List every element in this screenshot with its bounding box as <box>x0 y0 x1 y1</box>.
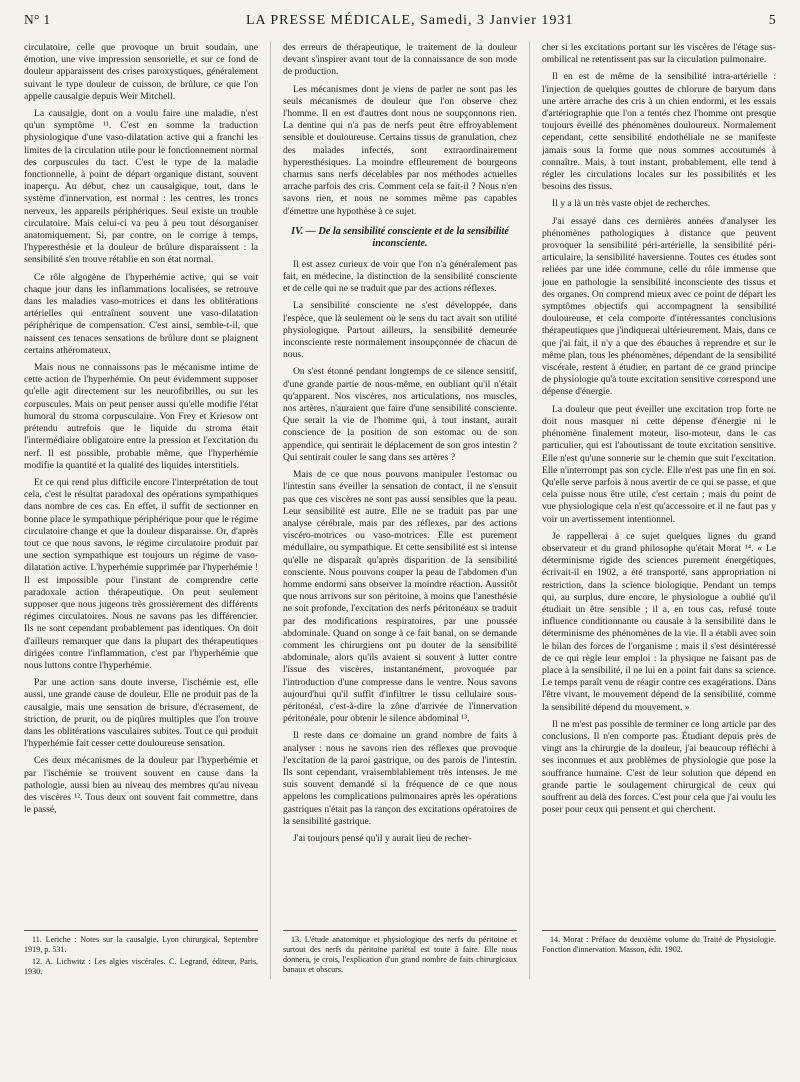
footnote: 12. A. Lichwitz : Les algies viscérales. C. Legrand, éditeur, Paris, 1930. <box>24 957 259 976</box>
page-header <box>24 12 776 30</box>
journal-title: LA PRESSE MÉDICALE, Samedi, 3 Janvier 1931 <box>245 13 574 28</box>
section-heading: IV. — De la sensibilité consciente et de la sensibilité inconsciente. <box>291 225 509 250</box>
paragraph: Il en est de même de la sensibilité intra-artérielle : l'injection de quelques gouttes de chlorure de baryum dans une artère arrache des cris à un chien endormi, et les essais d'artériographie que l'on a tentés chez l'homme ont presque toujours éveillé des phénomènes douloureux. Normalement cependant, cette sensibilité endothéliale ne se manifeste jamais sous la forme que nous sommes accoutumés à connaître. Mais, à tout instant, probablement, elle tend à régler les circulations locales sur les possibilités et les besoins des tissus. <box>541 71 776 193</box>
issue-number: N° 1 <box>24 12 51 27</box>
paragraph: Je rappellerai à ce sujet quelques lignes du grand observateur et du grand philosophe qu'était Morat ¹⁴. « Le déterminisme rigide des sciences purement énergétiques, écrivait-il en 1902, a été transporté, sans appropriation ni restriction, dans la science biologique. Pendant un temps qui, au surplus, dure encore, le physiologue a oublié qu'il étudiait un être sensible ; il a, en tous cas, refusé toute influence conditionnante ou causale à la sensibilité dans le déterminisme des phénomènes de la vie. Il a établi avec soin le bilan des forces de l'organisme ; mais il s'est désintéressé de ce qui règle leur emploi : la physique ne faisant pas de place à la sensibilité, il ne lui en a point fait dans sa science. Le temps paraît venu de réagir contre ces exagérations. Dans l'être vivant, le mouvement dépend de la sensibilité, comme la sensibilité dépend du mouvement. » <box>541 530 776 713</box>
paragraph: Et ce qui rend plus difficile encore l'interprétation de tout cela, c'est le résultat paradoxal des opérations sympathiques dans nombre de ces cas. En effet, il suffit de sectionner en bonne place le sympathique périphérique pour que le régime circulatoire change et que la douleur disparaisse. Or, d'après tout ce que nous savons, le régime circulatoire produit par une section sympathique est toujours un régime de vaso-dilatation active. L'hyperhémie supprimée par l'hyperhémie ! Il est impossible pour l'instant de comprendre cette paradoxale action thérapeutique. On peut seulement supposer que nous jugeons très grossièrement des différents régimes circulatoires. Nous ne savons pas les différencier. Ils ne sont cependant probablement pas identiques. On doit d'ailleurs remarquer que dans la plupart des thérapeutiques dirigées contre l'inflammation, c'est par l'hyperhémie que nous luttons contre l'hyperhémie. <box>24 476 259 671</box>
paragraph: Ce rôle algogène de l'hyperhémie active, qui se voit chaque jour dans les inflammations localisées, se retrouve dans les maladies vaso-motrices et dans les oblitérations artérielles qui entraînent souvent une vaso-dilatation périphérique de compensation. C'est ainsi, semble-t-il, que naissent ces tenaces sensations de brûlure dont se plaignent certains athéromateux. <box>24 271 259 356</box>
column-footnotes <box>283 930 517 977</box>
paragraph: Mais de ce que nous pouvons manipuler l'estomac ou l'intestin sans éveiller la sensation de contact, il ne s'ensuit pas que ces viscères ne sont pas aussi sensibles que la peau. Leur sensibilité est autre. Elle ne se traduit pas par une analyse cérébrale, mais par des réflexes, par des actions viscéro-motrices ou vaso-motrices. Elle est purement médullaire, ou sympathique. Et cette sensibilité est si intense qu'elle ne disparaît qu'après disparition de la sensibilité consciente. Nous pouvons couper la peau de l'abdomen d'un homme endormi sans observer la moindre réaction. Aussitôt que nous arrivons sur son péritoine, à moins que l'anesthésie ne soit profonde, l'excitation des nerfs péritonéaux se traduit par des modifications respiratoires, par une poussée abdominale. Quand on songe à ce fait banal, on se demande comment les chirurgiens ont pu douter de la sensibilité abdominale, alors qu'ils avaient si souvent à lutter contre l'issue des viscères, instantanément, provoquée par l'introduction d'une compresse dans le ventre. Nous savons aujourd'hui qu'il suffit d'infiltrer le tissu cellulaire sous-péritonéal, c'est-à-dire la zône d'arrivée de l'innervation péritonéale, pour obtenir le silence abdominal ¹³. <box>282 469 517 725</box>
column-footnotes <box>542 930 776 957</box>
paragraph: La causalgie, dont on a voulu faire une maladie, n'est qu'un symptôme ¹¹. C'est en somme la traduction physiologique d'une vaso-dilatation active qui a franchi les limites de la circulation utile pour le fonctionnement normal des corpuscules du tact. C'est le type de la maladie fonctionnelle, à point de départ organique distant, souvent inaperçu. Au début, chez un causalgique, tout, dans le système d'innervation, est normal : les centres, les troncs nerveux, les appareils périphériques. Seul existe un trouble circulatoire. Mais celui-ci va peu à peu tout désorganiser anatomiquement. Si, par contre, on le corrige à temps, l'hyperesthésie et la douleur de brûlure disparaissent : la sensibilité s'en trouve rétablie en son état normal. <box>24 108 259 266</box>
paragraph: des erreurs de thérapeutique, le traitement de la douleur devant s'inspirer avant tout de la connaissance de son mode de production. <box>282 42 517 78</box>
article-columns <box>24 42 776 979</box>
page-number: 5 <box>768 12 776 27</box>
column-body <box>542 42 776 922</box>
paragraph: J'ai essayé dans ces dernières années d'analyser les phénomènes pathologiques à distance que peuvent provoquer la sensibilité péri-artérielle, la sensibilité péri-articulaire, la sensibilité haversienne. Toutes ces études sont reliées par une idée commune, celle du rôle immense que joue en pathologie la sensibilité inconsciente des tissus et des organes. On comprend mieux avec ce point de départ les symptômes objectifs qui accompagnent la sensibilité douloureuse, et cela comporte d'intéressantes conclusions thérapeutiques que j'indiquerai ultérieurement. Mais, dans ce que j'ai fait, il n'y a que des ébauches à reprendre et sur le même plan, tous les phénomènes, dépendant de la sensibilité viscérale, restent à étudier, en partant de ce grand principe de physiologie qu'à toute excitation sensitive correspond une dépense d'énergie. <box>541 215 776 398</box>
footnote: 11. Leriche : Notes sur la causalgie. Lyon chirurgical, Septembre 1919, p. 531. <box>24 935 259 954</box>
paragraph: circulatoire, celle que provoque un bruit soudain, une émotion, une vive impression sensorielle, et sur ce fond de douleur apparaissent des crises paroxystiques, généralement suivant le type douleur de cuisson, de brûlure, ce que l'on appelle causalgie depuis Weir Mitchell. <box>24 42 259 102</box>
footnote: 14. Morat : Préface du deuxième volume du Traité de Physiologie. Fonction d'innervation. Masson, édit. 1902. <box>541 935 776 954</box>
paragraph: Les mécanismes dont je viens de parler ne sont pas les seuls mécanismes de douleur que l'on observe chez l'homme. Il en est d'autres dont nous ne soupçonnons rien. La dentine qui n'a pas de nerfs peut être effroyablement sensible et douloureuse. Certains tissus de granulation, chez des malades infectés, sont extraordinairement hyperesthésiques. La moindre effleurement de bourgeons charnus sans nerfs décelables par nos méthodes actuelles arrache parfois des cris. Comment cela se fait-il ? Nous n'en savons rien, et nous ne sommes même pas capables d'émettre une hypothèse à ce sujet. <box>282 83 517 217</box>
column-3 <box>542 42 776 979</box>
paragraph: Par une action sans doute inverse, l'ischémie est, elle aussi, une grande cause de douleur. Elle ne produit pas de la causalgie, mais une sensation de brisure, d'écrasement, de striction, de prurit, ou de piqûres multiples que l'on trouve dans les oblitérations vasculaires subites. Tout ce qui produit l'hyperhémie fait cesser cette douloureuse sensation. <box>24 677 259 750</box>
paragraph: J'ai toujours pensé qu'il y aurait lieu de recher- <box>292 832 472 844</box>
column-rule <box>529 42 530 979</box>
column-body <box>24 42 258 922</box>
footnote: 13. L'étude anatomique et physiologique des nerfs du péritoine et surtout des nerfs du péritoine pariétal est toute à faire. Elle nous donnera, je crois, l'explication d'un grand nombre de faits chirurgicaux banaux et obscurs. <box>282 935 517 974</box>
paragraph: Il ne m'est pas possible de terminer ce long article par des conclusions. Il n'en comporte pas. Étudiant depuis près de vingt ans la chirurgie de la douleur, j'ai beaucoup réfléchi à ses inconnues et aux problèmes de physiologie que pose la souffrance humaine. C'est de leur solution que dépend en grande partie le soulagement chirurgical de ceux qui souffrent au delà des forces. C'est pour cela que j'ai voulu les poser pour ceux qui pensent et qui cherchent. <box>541 718 776 816</box>
column-footnotes <box>24 930 258 979</box>
paragraph: Il est assez curieux de voir que l'on n'a généralement pas fait, en médecine, la distinction de la sensibilité consciente et de celle qui ne se traduit que par des actions réflexes. <box>282 258 517 295</box>
column-2 <box>283 42 517 979</box>
paragraph: Il reste dans ce domaine un grand nombre de faits à analyser : nous ne savons rien des réflexes que provoque l'excitation de la paroi gastrique, ou des parois de l'intestin. Ils sont cependant, vraisemblablement très intenses. Je me suis souvent demandé si la fréquence de ce que nous appelons les complications pulmonaires après les opérations gastriques n'était pas la rançon des excitations opératoires de la sensibilité gastrique. <box>282 730 517 827</box>
column-1 <box>24 42 258 979</box>
paragraph: Il y a là un très vaste objet de recherches. <box>551 198 711 210</box>
column-body <box>283 42 517 922</box>
paragraph: On s'est étonné pendant longtemps de ce silence sensitif, d'une grande partie de nous-même, en oubliant qu'il n'était qu'apparent. Nos viscères, nos articulations, nos muscles, nos artères, n'auraient que faire d'une sensibilité consciente. Que serait la vie de l'homme qui, à tout instant, aurait conscience de la position de son estomac ou de son appendice, qui sentirait le déplacement de son gros intestin ? Qui sentirait couler le sang dans ses artères ? <box>282 366 517 463</box>
paragraph: Mais nous ne connaissons pas le mécanisme intime de cette action de l'hyperhémie. On peut évidemment supposer qu'elle agit directement sur les neurofibrilles, ou sur les corpuscules. Mais on peut penser aussi qu'elle modifie l'état humoral du stroma corpusculaire. Von Frey et Kriesow ont prétendu autrefois que le liquide du stroma était l'intermédiaire obligatoire entre la pression et l'excitation du nerf. Il est possible, probable même, que l'hyperhémie modifie la quantité et la qualité des liquides interstitiels. <box>24 362 259 471</box>
paragraph: La douleur que peut éveiller une excitation trop forte ne doit nous masquer ni cette dépense d'énergie ni le phénomène finalement moteur, liso-moteur, dans le cas particulier, qui est l'aboutissant de toute excitation sensitive. Elle n'est qu'une sonnerie sur le chemin que suit l'excitation. Elle n'interrompt pas son cycle. Elle n'est pas une fin en soi. Qu'elle serve parfois à nous avertir de ce qui se passe, et que cela puisse nous être utile, c'est certain ; mais du point de vue physiologique cela n'est qu'accessoire et il ne faut pas y voir un avertissement intentionnel. <box>541 403 776 525</box>
paragraph: Ces deux mécanismes de la douleur par l'hyperhémie et par l'ischémie se trouvent souvent en cause dans la pathologie, aussi bien au niveau des membres qu'au niveau des viscères ¹². Tous deux ont souvent fait commettre, dans le passé, <box>24 755 259 816</box>
paragraph: La sensibilité consciente ne s'est développée, dans l'espèce, que là seulement où le sens du tact avait son utilité physiologique. Partout ailleurs, la sensibilité demeurée inconsciente reste normalement insoupçonnée de chacun de nous. <box>282 300 517 361</box>
paragraph: cher si les excitations portant sur les viscères de l'étage sus-ombilical ne retentissent pas sur la circulation pulmonaire. <box>541 42 776 66</box>
column-rule <box>270 42 271 979</box>
journal-page <box>24 0 776 1062</box>
